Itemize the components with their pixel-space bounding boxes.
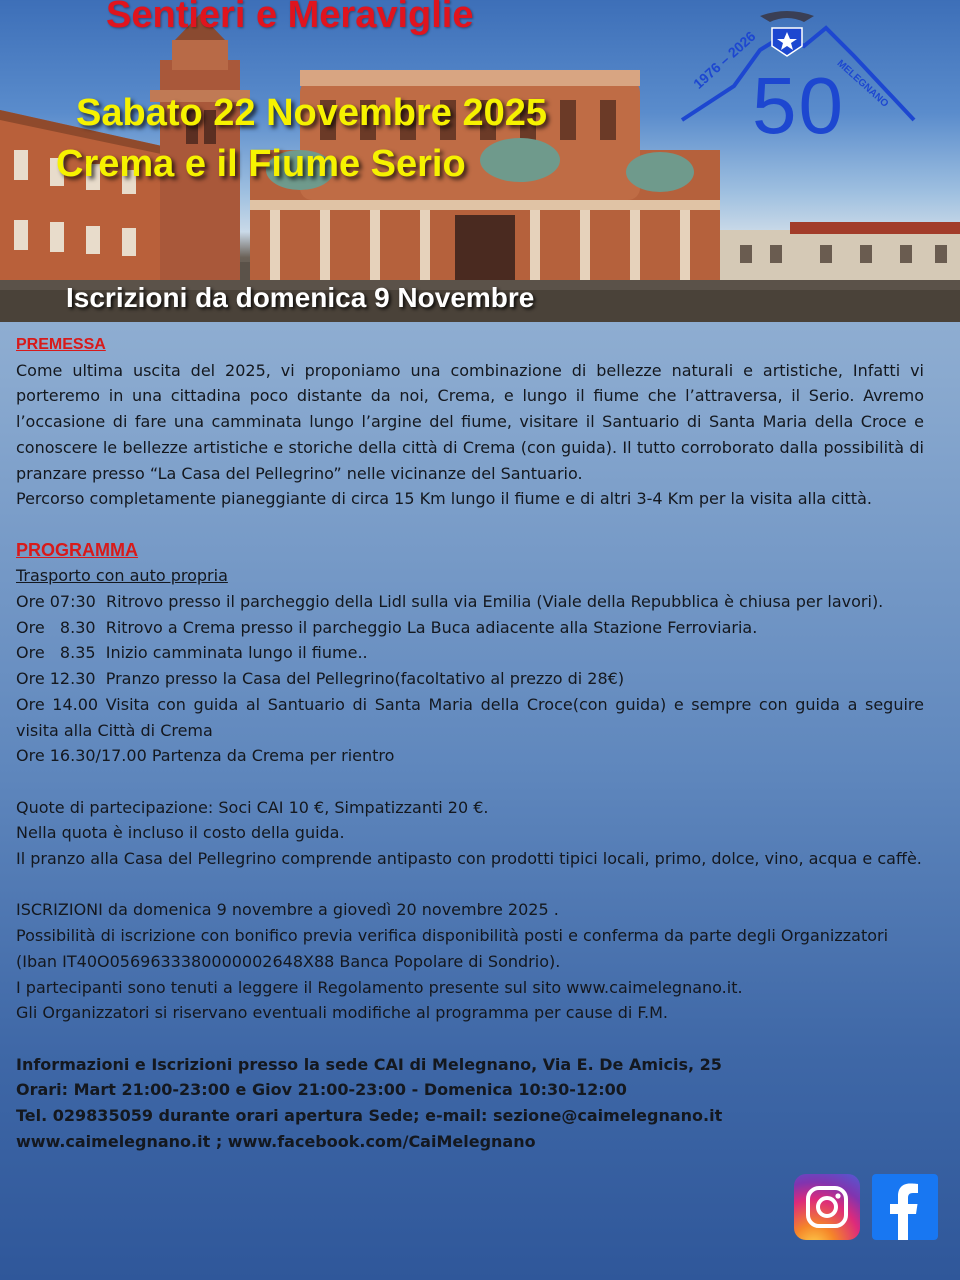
schedule-text: Visita con guida al Santuario di Santa Maria della Croce(con guida) e sempre con guida a seguire visita alla Città di Crema (16, 694, 924, 740)
premessa-paragraph-2: Percorso completamente pianeggiante di circa 15 Km lungo il fiume e di altri 3-4 Km per la visita alla città. (16, 489, 872, 509)
schedule-item (16, 615, 924, 641)
facebook-icon[interactable] (872, 1174, 938, 1240)
rules-note: I partecipanti sono tenuti a leggere il Regolamento presente sul sito www.caimelegnano.it. (16, 977, 743, 997)
bank-transfer-info: Possibilità di iscrizione con bonifico previa verifica disponibilità posti e conferma da parte degli Organizzatori (Iban IT40O0569633380000002648X88 Banca Popolare di Sondrio). (16, 926, 889, 971)
lunch-menu-line: Il pranzo alla Casa del Pellegrino comprende antipasto con prodotti tipici locali, primo, dolce, vino, acqua e caffè. (16, 849, 922, 869)
schedule-item (16, 743, 924, 769)
event-place: Crema e il Fiume Serio (56, 143, 466, 185)
guide-included-line: Nella quota è incluso il costo della guida. (16, 823, 345, 843)
office-hours: Orari: Mart 21:00-23:00 e Giov 21:00-23:00 - Domenica 10:30-12:00 (16, 1080, 627, 1100)
schedule-time: Ore 12.30 (16, 669, 106, 689)
schedule-time: Ore 16.30/17.00 (16, 746, 152, 766)
contact-phone-email: Tel. 029835059 durante orari apertura Sede; e-mail: sezione@caimelegnano.it (16, 1106, 723, 1126)
schedule-item (16, 666, 924, 692)
logo-anniversary-number: 50 (752, 61, 845, 150)
flyer-body (16, 332, 924, 1154)
website-links[interactable]: www.caimelegnano.it ; www.facebook.com/CaiMelegnano (16, 1131, 536, 1151)
schedule-time: Ore 8.35 (16, 643, 106, 663)
premessa-heading: PREMESSA (16, 336, 106, 353)
schedule-time: Ore 8.30 (16, 617, 106, 637)
schedule-item (16, 589, 924, 615)
schedule-text: Ritrovo a Crema presso il parcheggio La Buca adiacente alla Stazione Ferroviaria. (105, 617, 758, 637)
schedule-text: Partenza da Crema per rientro (151, 746, 395, 766)
schedule-item (16, 640, 924, 666)
schedule-time: Ore 07:30 (16, 592, 107, 612)
schedule-text: Inizio camminata lungo il fiume.. (105, 643, 368, 663)
registration-banner: Iscrizioni da domenica 9 Novembre (66, 282, 535, 313)
schedule-text: Ritrovo presso il parcheggio della Lidl sulla via Emilia (Viale della Repubblica è chiusa per lavori). (106, 592, 884, 612)
event-date: Sabato 22 Novembre 2025 (76, 92, 548, 134)
schedule-list (16, 589, 924, 769)
series-title: Sentieri e Meraviglie (106, 0, 474, 36)
logo-years: 1976 – 2026 (690, 27, 759, 92)
header-banner (0, 0, 960, 322)
schedule-time: Ore 14.00 (16, 694, 106, 714)
premessa-paragraph-1: Come ultima uscita del 2025, vi proponiamo una combinazione di bellezze naturali e artistiche, Infatti vi porteremo in una cittadina poco distante da noi, Crema, e lungo il fiume che l’attraversa, il Serio. Avremo l’occasione di fare una camminata lungo l’argine del fiume, visitare il Santuario di Santa Maria della Croce e conoscere le bellezze artistiche e storiche della città di Crema (con guida). Il tutto corroborato dalla possibilità di pranzare presso “La Casa del Pellegrino” nelle vicinanze del Santuario. (16, 360, 924, 483)
transport-note: Trasporto con auto propria (16, 566, 228, 586)
instagram-icon[interactable] (794, 1174, 860, 1240)
fee-line: Quote di partecipazione: Soci CAI 10 €, Simpatizzanti 20 €. (16, 797, 489, 817)
schedule-text: Pranzo presso la Casa del Pellegrino(facoltativo al prezzo di 28€) (105, 669, 625, 689)
programma-heading: PROGRAMMA (16, 539, 138, 560)
changes-note: Gli Organizzatori si riservano eventuali modifiche al programma per cause di F.M. (16, 1003, 669, 1023)
logo-town: MELEGNANO (834, 58, 891, 110)
office-address: Informazioni e Iscrizioni presso la sede CAI di Melegnano, Via E. De Amicis, 25 (16, 1054, 722, 1074)
schedule-item (16, 692, 924, 743)
registration-period: ISCRIZIONI da domenica 9 novembre a giovedì 20 novembre 2025 . (16, 900, 559, 920)
